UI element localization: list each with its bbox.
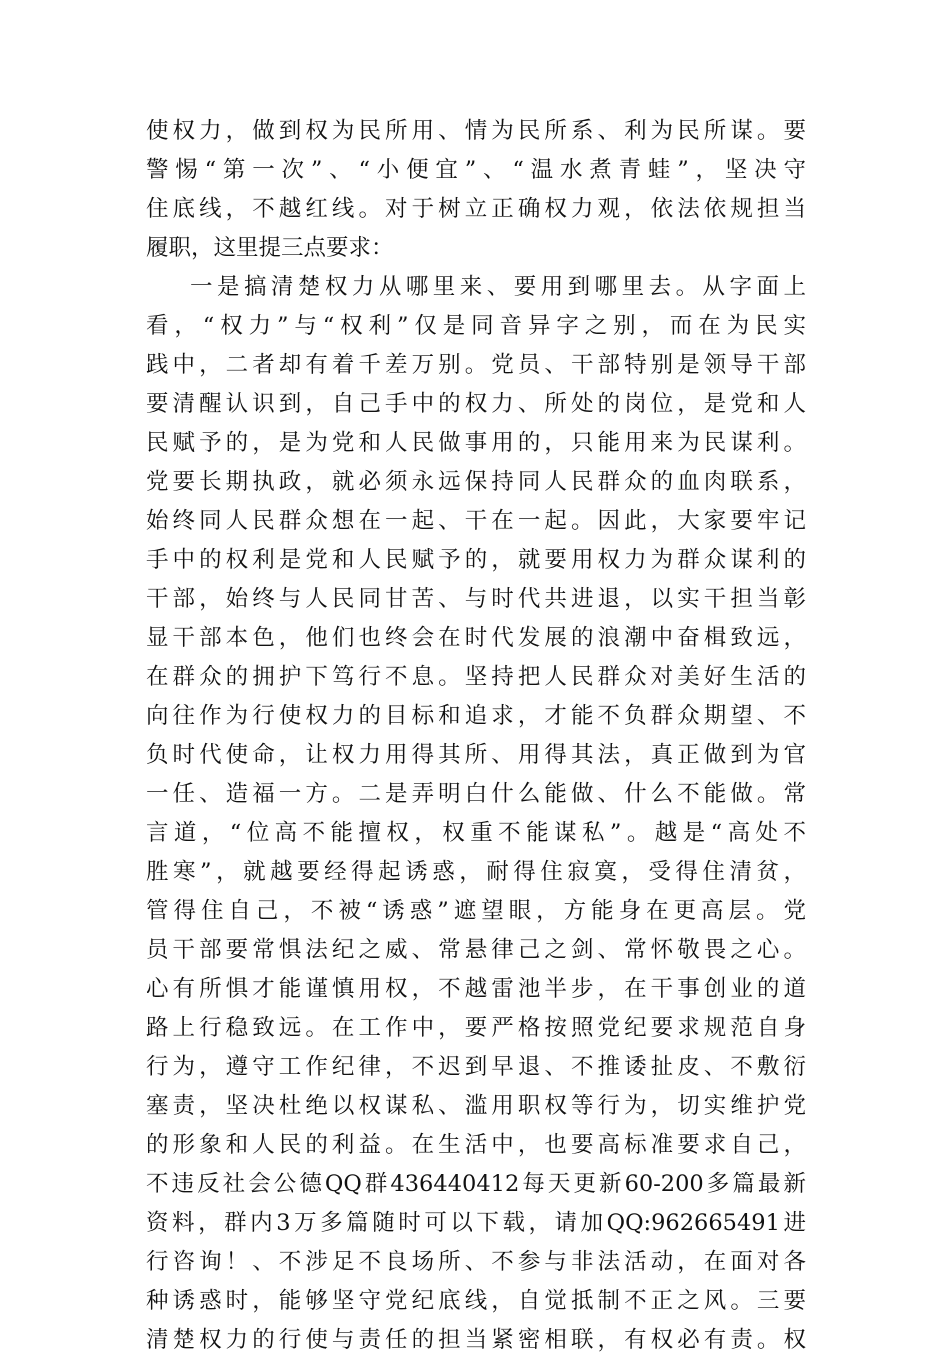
text-line: 履职，这里提三点要求： (146, 235, 394, 261)
text-line: 向往作为行使权力的目标和追求，才能不负群众期望、不 (146, 703, 806, 729)
text-line: 显干部本色，他们也终会在时代发展的浪潮中奋楫致远， (146, 625, 806, 651)
text-line: 始终同人民群众想在一起、干在一起。因此，大家要牢记 (146, 508, 806, 534)
text-line: 路上行稳致远。在工作中，要严格按照党纪要求规范自身 (146, 1015, 806, 1041)
text-line: 要清醒认识到，自己手中的权力、所处的岗位，是党和人 (146, 391, 806, 417)
text-line: 清楚权力的行使与责任的担当紧密相联，有权必有责。权 (146, 1327, 806, 1353)
text-line: 警惕“第一次”、“小便宜”、“温水煮青蛙”，坚决守 (146, 157, 806, 183)
text-line: 使权力，做到权为民所用、情为民所系、利为民所谋。要 (146, 118, 806, 144)
text-line: 心有所惧才能谨慎用权，不越雷池半步，在干事创业的道 (146, 976, 806, 1002)
text-line: 负时代使命，让权力用得其所、用得其法，真正做到为官 (146, 742, 806, 768)
text-line: 种诱惑时，能够坚守党纪底线，自觉抵制不正之风。三要 (146, 1288, 806, 1314)
text-line: 干部，始终与人民同甘苦、与时代共进退，以实干担当彰 (146, 586, 806, 612)
text-line: 在群众的拥护下笃行不息。坚持把人民群众对美好生活的 (146, 664, 806, 690)
text-line: 民赋予的，是为党和人民做事用的，只能用来为民谋利。 (146, 430, 806, 456)
text-line: 言道，“位高不能擅权，权重不能谋私”。越是“高处不 (146, 820, 806, 846)
text-line: 的形象和人民的利益。在生活中，也要高标准要求自己， (146, 1132, 806, 1158)
text-line: 塞责，坚决杜绝以权谋私、滥用职权等行为，切实维护党 (146, 1093, 806, 1119)
text-line: 践中，二者却有着千差万别。党员、干部特别是领导干部 (146, 352, 806, 378)
text-line: 员干部要常惧法纪之威、常悬律己之剑、常怀敬畏之心。 (146, 937, 806, 963)
text-line: 胜寒”，就越要经得起诱惑，耐得住寂寞，受得住清贫， (146, 859, 806, 885)
text-line: 一是搞清楚权力从哪里来、要用到哪里去。从字面上 (190, 274, 806, 300)
text-line: 管得住自己，不被“诱惑”遮望眼，方能身在更高层。党 (146, 898, 806, 924)
text-line: 行为，遵守工作纪律，不迟到早退、不推诿扯皮、不敷衍 (146, 1054, 806, 1080)
text-line: 看，“权力”与“权利”仅是同音异字之别，而在为民实 (146, 313, 806, 339)
text-line: 一任、造福一方。二是弄明白什么能做、什么不能做。常 (146, 781, 806, 807)
text-line: 不违反社会公德QQ群436440412每天更新60-200多篇最新 (146, 1171, 806, 1197)
body-text (146, 112, 806, 1360)
text-line: 手中的权利是党和人民赋予的，就要用权力为群众谋利的 (146, 547, 806, 573)
text-line: 资料，群内3万多篇随时可以下载，请加QQ:962665491进 (146, 1210, 806, 1236)
text-line: 党要长期执政，就必须永远保持同人民群众的血肉联系， (146, 469, 806, 495)
text-line: 行咨询！、不涉足不良场所、不参与非法活动，在面对各 (146, 1249, 806, 1275)
text-line: 住底线，不越红线。对于树立正确权力观，依法依规担当 (146, 196, 806, 222)
